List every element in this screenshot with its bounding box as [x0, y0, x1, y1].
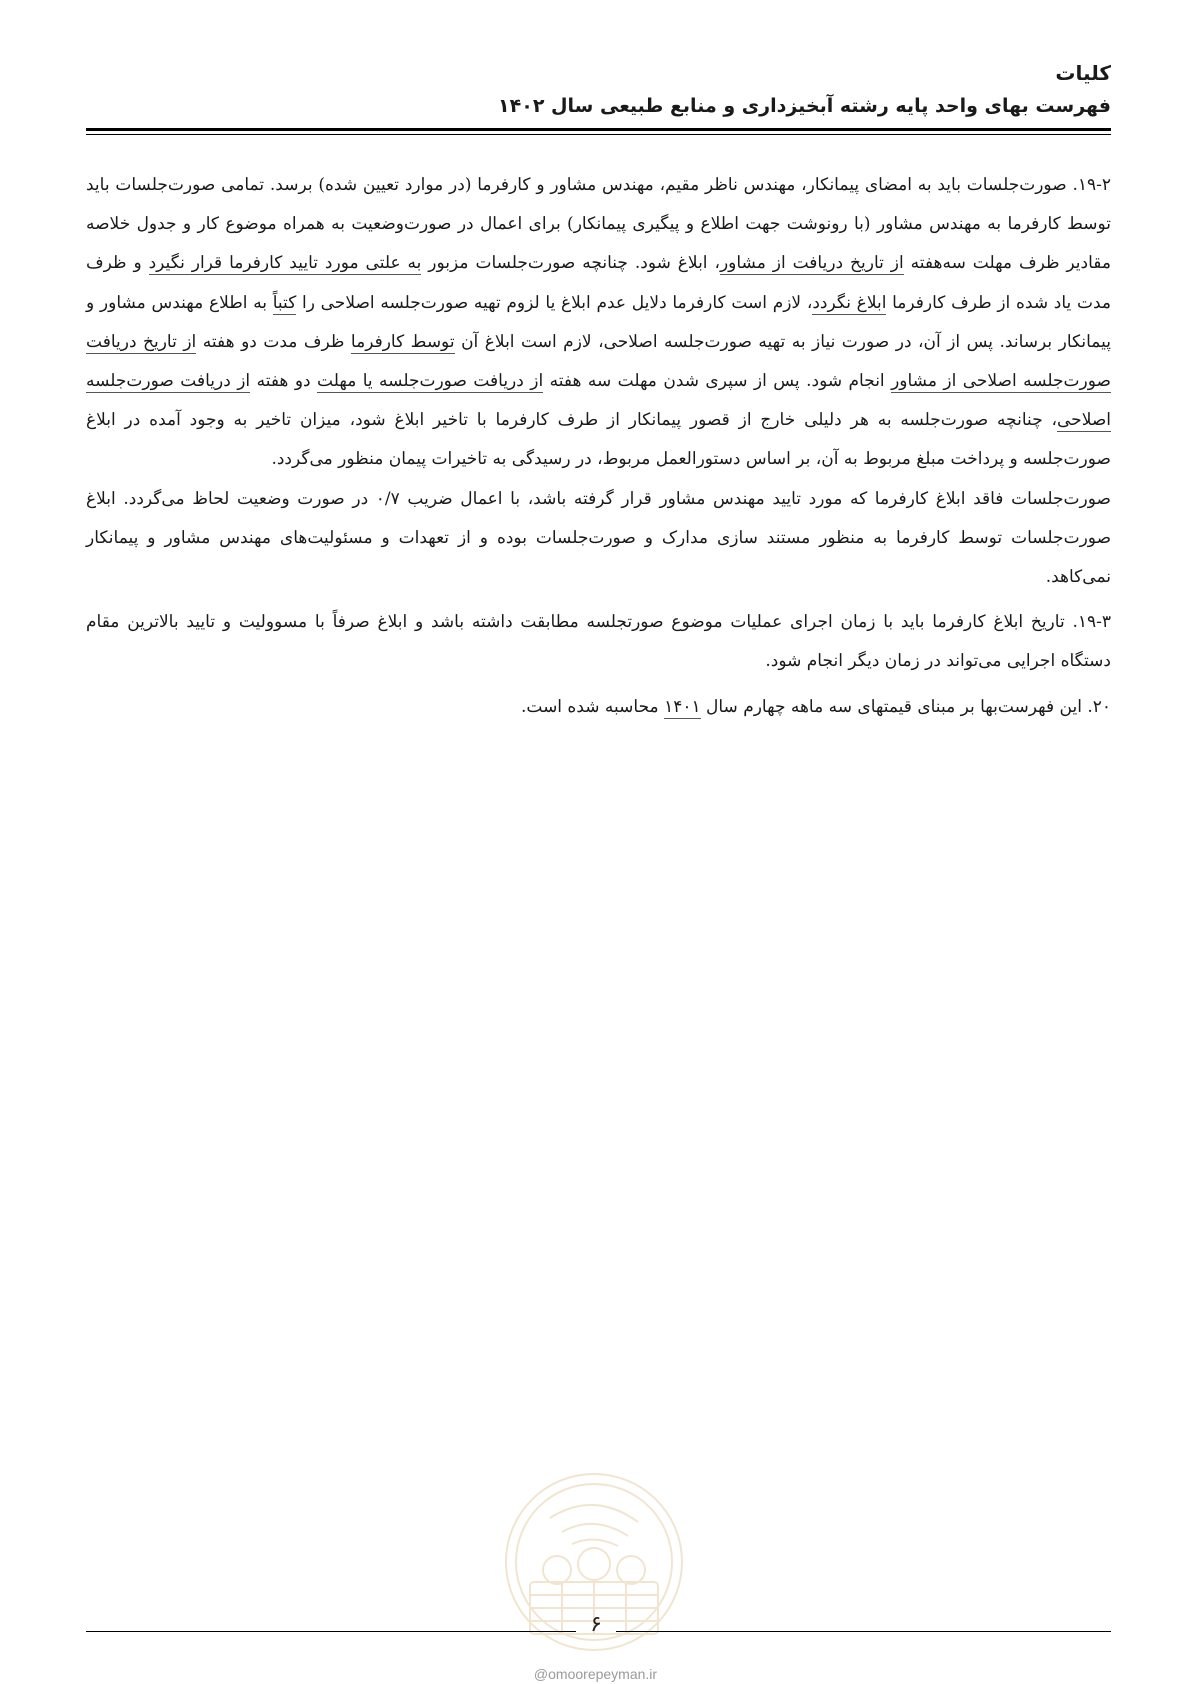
underlined-text: کتباً — [272, 292, 297, 313]
document-body — [86, 166, 1111, 727]
underlined-year: ۱۴۰۱ — [664, 696, 701, 717]
underlined-text: از تاریخ دریافت از مشاور — [719, 253, 904, 274]
text-run: ، ابلاغ شود. چنانچه صورت‌جلسات مزبور — [421, 253, 720, 274]
underlined-text: توسط کارفرما — [350, 331, 455, 352]
header-rule-thin — [86, 134, 1111, 135]
underlined-text: ابلاغ نگردد — [812, 292, 887, 313]
watermark-site-url: @omoorepeyman.ir — [533, 1666, 658, 1682]
text-run: دو هفته — [250, 371, 318, 392]
underlined-text: به علتی مورد تایید کارفرما قرار نگیرد — [148, 253, 422, 274]
header-rule-thick — [86, 128, 1111, 131]
text-run: و ظرف مدت یاد شده از طرف کارفرما — [86, 253, 1111, 313]
underlined-text: از دریافت صورت‌جلسه اصلاحی — [86, 371, 1111, 431]
document-title: فهرست بهای واحد پایه رشته آبخیزداری و منابع طبیعی سال ۱۴۰۲ — [498, 95, 1111, 117]
text-run: ، چنانچه صورت‌جلسه به هر دلیلی خارج از قصور پیمانکار از طرف کارفرما با تاخیر ابلاغ شود، میزان تاخیر به وجود آمده در ابلاغ صورت‌جلسه و پرداخت مبلغ مربوط به آن، بر اساس دستورالعمل مربوط، در رسیدگی به تاخیرات پیمان منظور می‌گردد. — [86, 410, 1111, 470]
text-run: محاسبه شده است. — [520, 696, 665, 717]
section-title: کلیات — [1055, 61, 1111, 85]
footer-rule-right — [616, 1631, 1111, 1632]
paragraph-19-2 — [86, 166, 1111, 480]
underlined-text: از دریافت صورت‌جلسه یا مهلت — [317, 371, 544, 392]
text-run: انجام شود. پس از سپری شدن مهلت سه هفته — [543, 371, 892, 392]
underlined-text: از تاریخ دریافت صورت‌جلسه اصلاحی از مشاور — [86, 331, 1111, 392]
page-header — [86, 58, 1111, 122]
paragraph-19-3: ۱۹-۳. تاریخ ابلاغ کارفرما باید با زمان اجرای عملیات موضوع صورتجلسه مطابقت داشته باشد و ابلاغ صرفاً با مسوولیت و تایید بالاترین مقام دستگاه اجرایی می‌تواند در زمان دیگر انجام شود. — [86, 612, 1111, 672]
text-run: ۱۹-۲. صورت‌جلسات باید به امضای پیمانکار، مهندس ناظر مقیم، مهندس مشاور و کارفرما (در موارد تعیین شده) برسد. تمامی صورت‌جلسات باید توسط کارفرما به مهندس مشاور (با رونوشت جهت اطلاع و پیگیری پیمانکار) برای اعمال در صورت‌وضعیت به همراه موضوع کار و جدول خلاصه مقادیر ظرف مهلت سه‌هفته — [86, 175, 1111, 274]
page-number: ۶ — [590, 1612, 602, 1637]
text-run: ، لازم است کارفرما دلایل عدم ابلاغ یا لزوم تهیه صورت‌جلسه اصلاحی را — [296, 292, 813, 313]
paragraph-20 — [86, 688, 1111, 727]
paragraph-unapproved-minutes: صورت‌جلسات فاقد ابلاغ کارفرما که مورد تایید مهندس مشاور قرار گرفته باشد، با اعمال ضریب ۰/۷ در صورت وضعیت لحاظ می‌گردد. ابلاغ صورت‌جلسات توسط کارفرما به منظور مستند سازی مدارک و صورت‌جلسات بوده و از تعهدات و مسئولیت‌های مهندس مشاور و پیمانکار نمی‌کاهد. — [86, 488, 1111, 588]
footer-rule-left — [86, 1631, 576, 1632]
text-run: ۲۰. این فهرست‌بها بر مبنای قیمتهای سه ماهه چهارم سال — [700, 696, 1111, 717]
text-run: ظرف مدت دو هفته — [196, 331, 351, 352]
text-run: به اطلاع مهندس مشاور و پیمانکار برساند. پس از آن، در صورت نیاز به تهیه صورت‌جلسه اصلاحی، لازم است ابلاغ آن — [86, 292, 1111, 352]
